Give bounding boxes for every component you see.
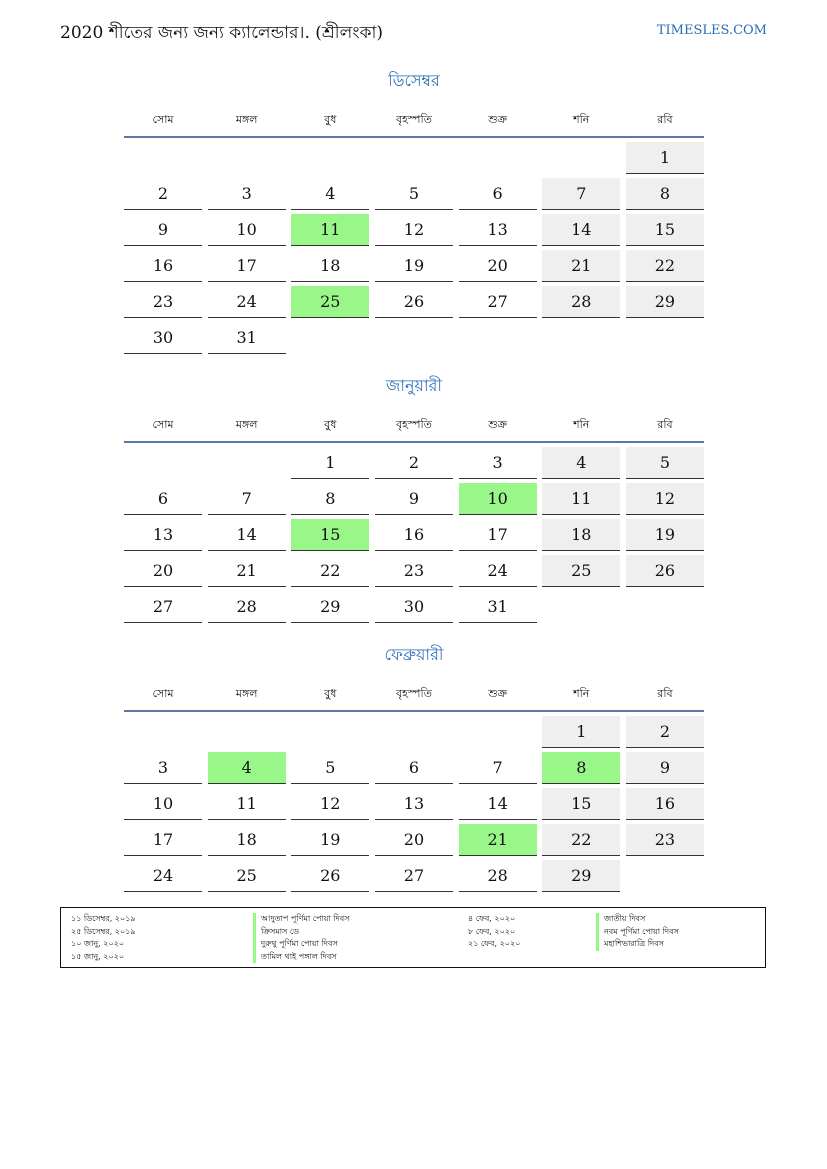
day-cell: 23 [626, 824, 704, 856]
day-grid [124, 447, 704, 623]
weekday-thu: বৃহস্পতি [396, 113, 432, 126]
weekday-wed: বুধ [324, 687, 337, 700]
weekday-mon: সোম [152, 113, 174, 126]
day-cell: 7 [459, 752, 537, 784]
legend-holiday-name: আদুতাপ পূর্ণিমা পোয়া দিবস [261, 914, 350, 923]
day-cell: 31 [208, 322, 286, 354]
day-cell: 12 [375, 214, 453, 246]
day-cell: 26 [291, 860, 369, 892]
legend-dates-right [468, 913, 520, 951]
day-cell: 22 [626, 250, 704, 282]
day-cell: 5 [375, 178, 453, 210]
day-cell: 2 [375, 447, 453, 479]
legend-names-right [596, 913, 679, 951]
legend-date: ৮ ফেব, ২০২০ [468, 926, 516, 936]
page-title: 2020 শীতের জন্য জন্য ক্যালেন্ডার।. (শ্রীলংকা) [60, 23, 384, 43]
site-link[interactable]: TIMESLES.COM [656, 23, 767, 38]
day-cell: 1 [291, 447, 369, 479]
day-cell: 9 [375, 483, 453, 515]
day-cell: 30 [124, 322, 202, 354]
empty-cell [208, 447, 286, 479]
empty-cell [375, 716, 453, 748]
day-cell-holiday: 4 [208, 752, 286, 784]
weekday-mon: সোম [152, 687, 174, 700]
day-cell: 14 [542, 214, 620, 246]
day-cell: 12 [626, 483, 704, 515]
day-cell: 3 [208, 178, 286, 210]
empty-cell [542, 142, 620, 174]
day-cell: 3 [124, 752, 202, 784]
day-cell: 6 [459, 178, 537, 210]
header-divider [124, 710, 704, 712]
day-cell: 18 [291, 250, 369, 282]
empty-cell [208, 716, 286, 748]
day-cell: 9 [626, 752, 704, 784]
day-cell: 2 [626, 716, 704, 748]
empty-cell [291, 142, 369, 174]
day-cell: 11 [542, 483, 620, 515]
day-cell: 27 [124, 591, 202, 623]
day-grid [124, 142, 704, 354]
day-cell: 25 [542, 555, 620, 587]
legend-names-left [253, 913, 350, 963]
day-cell: 5 [626, 447, 704, 479]
month-title: জানুয়ারী [386, 376, 442, 395]
weekday-sat: শনি [573, 687, 590, 700]
legend-holiday-name: তামিল থাই পঙ্গাল দিবস [261, 951, 337, 961]
day-cell: 26 [626, 555, 704, 587]
day-cell: 26 [375, 286, 453, 318]
weekday-tue: মঙ্গল [235, 418, 258, 431]
day-cell: 28 [542, 286, 620, 318]
day-cell: 6 [124, 483, 202, 515]
day-cell: 18 [542, 519, 620, 551]
day-cell: 4 [542, 447, 620, 479]
day-grid [124, 716, 704, 892]
day-cell: 14 [459, 788, 537, 820]
day-cell: 11 [208, 788, 286, 820]
day-cell: 22 [291, 555, 369, 587]
day-cell: 31 [459, 591, 537, 623]
day-cell-holiday: 8 [542, 752, 620, 784]
weekday-thu: বৃহস্পতি [396, 418, 432, 431]
day-cell-holiday: 15 [291, 519, 369, 551]
weekday-fri: শুক্র [488, 418, 507, 431]
day-cell: 29 [291, 591, 369, 623]
weekday-mon: সোম [152, 418, 174, 431]
weekday-thu: বৃহস্পতি [396, 687, 432, 700]
day-cell: 29 [626, 286, 704, 318]
day-cell: 23 [124, 286, 202, 318]
day-cell: 21 [208, 555, 286, 587]
weekday-wed: বুধ [324, 113, 337, 126]
legend-date: ২১ ফেব, ২০২০ [468, 939, 521, 948]
month-title: ডিসেম্বর [388, 71, 440, 90]
day-cell: 20 [124, 555, 202, 587]
day-cell: 24 [124, 860, 202, 892]
empty-cell [208, 142, 286, 174]
weekday-header [124, 684, 704, 704]
legend-date: ১৫ জানু, ২০২০ [71, 951, 125, 961]
legend-date: ২৫ ডিসেম্বর, ২০১৯ [71, 926, 136, 936]
day-cell: 1 [542, 716, 620, 748]
day-cell: 9 [124, 214, 202, 246]
day-cell: 19 [291, 824, 369, 856]
empty-cell [124, 716, 202, 748]
legend-dates-left [71, 913, 136, 963]
weekday-sun: রবি [657, 687, 673, 700]
day-cell: 20 [375, 824, 453, 856]
day-cell: 27 [459, 286, 537, 318]
day-cell: 21 [542, 250, 620, 282]
day-cell: 20 [459, 250, 537, 282]
day-cell: 2 [124, 178, 202, 210]
legend-holiday-name: জাতীয় দিবস [604, 914, 646, 923]
day-cell-holiday: 25 [291, 286, 369, 318]
weekday-tue: মঙ্গল [235, 113, 258, 126]
holiday-legend [60, 907, 766, 968]
day-cell: 13 [375, 788, 453, 820]
header-divider [124, 441, 704, 443]
legend-holiday-name: মহাশিভারাত্রি দিবস [604, 939, 664, 948]
empty-cell [291, 716, 369, 748]
day-cell: 17 [459, 519, 537, 551]
day-cell: 22 [542, 824, 620, 856]
day-cell-holiday: 21 [459, 824, 537, 856]
day-cell: 8 [291, 483, 369, 515]
weekday-sat: শনি [573, 113, 590, 126]
day-cell: 4 [291, 178, 369, 210]
weekday-wed: বুধ [324, 418, 337, 431]
header-divider [124, 136, 704, 138]
weekday-fri: শুক্র [488, 687, 507, 700]
legend-date: ১১ ডিসেম্বর, ২০১৯ [71, 914, 136, 923]
empty-cell [459, 142, 537, 174]
day-cell: 8 [626, 178, 704, 210]
legend-holiday-name: নবম পূর্ণিমা পোয়া দিবস [604, 926, 679, 936]
day-cell: 27 [375, 860, 453, 892]
day-cell: 16 [626, 788, 704, 820]
day-cell-holiday: 11 [291, 214, 369, 246]
day-cell: 18 [208, 824, 286, 856]
day-cell: 24 [208, 286, 286, 318]
day-cell: 1 [626, 142, 704, 174]
day-cell: 13 [124, 519, 202, 551]
day-cell: 16 [375, 519, 453, 551]
empty-cell [375, 142, 453, 174]
empty-cell [459, 716, 537, 748]
empty-cell [124, 447, 202, 479]
day-cell: 24 [459, 555, 537, 587]
day-cell: 15 [626, 214, 704, 246]
day-cell: 7 [208, 483, 286, 515]
weekday-sun: রবি [657, 113, 673, 126]
day-cell: 14 [208, 519, 286, 551]
day-cell-holiday: 10 [459, 483, 537, 515]
empty-cell [124, 142, 202, 174]
legend-date: ১০ জানু, ২০২০ [71, 939, 125, 948]
weekday-header [124, 415, 704, 435]
day-cell: 13 [459, 214, 537, 246]
day-cell: 30 [375, 591, 453, 623]
day-cell: 10 [208, 214, 286, 246]
weekday-sun: রবি [657, 418, 673, 431]
legend-holiday-name: ক্রিসমাস ডে [261, 926, 299, 936]
weekday-fri: শুক্র [488, 113, 507, 126]
month-december [124, 70, 704, 354]
legend-date: ৪ ফেব, ২০২০ [468, 914, 516, 923]
day-cell: 19 [375, 250, 453, 282]
day-cell: 17 [208, 250, 286, 282]
weekday-tue: মঙ্গল [235, 687, 258, 700]
day-cell: 7 [542, 178, 620, 210]
day-cell: 16 [124, 250, 202, 282]
day-cell: 28 [208, 591, 286, 623]
weekday-header [124, 110, 704, 130]
weekday-sat: শনি [573, 418, 590, 431]
day-cell: 29 [542, 860, 620, 892]
day-cell: 15 [542, 788, 620, 820]
month-february [124, 644, 704, 892]
day-cell: 5 [291, 752, 369, 784]
day-cell: 10 [124, 788, 202, 820]
day-cell: 19 [626, 519, 704, 551]
legend-holiday-name: দুরুথু পূর্ণিমা পোয়া দিবস [261, 939, 338, 948]
day-cell: 6 [375, 752, 453, 784]
month-january [124, 375, 704, 623]
day-cell: 28 [459, 860, 537, 892]
day-cell: 3 [459, 447, 537, 479]
month-title: ফেব্রুয়ারী [384, 645, 444, 664]
day-cell: 23 [375, 555, 453, 587]
day-cell: 17 [124, 824, 202, 856]
day-cell: 12 [291, 788, 369, 820]
day-cell: 25 [208, 860, 286, 892]
